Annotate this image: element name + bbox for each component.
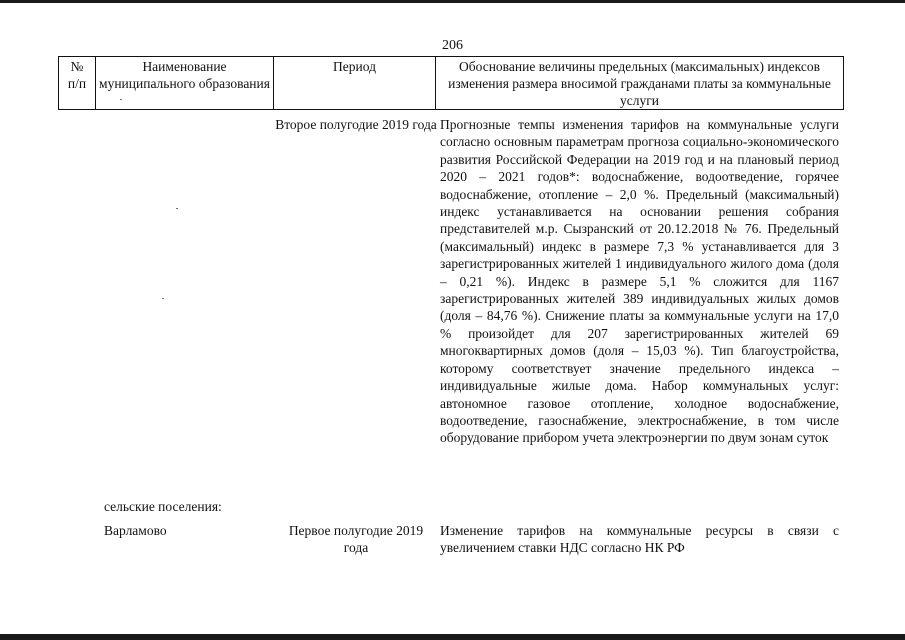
table-header [58, 56, 844, 110]
header-cell-municipality: Наименование муниципального образования [96, 57, 274, 110]
row-justification-varlamovo: Изменение тарифов на коммунальные ресурсы в связи с увеличением ставки НДС согласно НК РФ [440, 523, 839, 556]
section-label-rural-settlements: сельские поселения: [104, 499, 222, 514]
header-cell-justification: Обоснование величины предельных (максимальных) индексов изменения размера вносимой гражданами платы за коммунальные услуги [436, 57, 844, 110]
header-cell-number: № п/п [59, 57, 96, 110]
scan-edge-bottom [0, 634, 905, 640]
scan-edge-top [0, 0, 905, 3]
row-period-varlamovo: Первое полугодие 2019 года [288, 523, 424, 556]
scan-speck [120, 99, 122, 100]
scan-speck [162, 298, 164, 299]
header-cell-period: Период [274, 57, 436, 110]
row-justification: Прогнозные темпы изменения тарифов на коммунальные услуги согласно основным параметрам прогноза социально-экономического развития Российской Федерации на 2019 год и на плановый период 2020 – 2021 годов*: водоснабжение, водоотведение, горячее водоснабжение, отопление – 2,0 %. Предельный (максимальный) индекс устанавливается на основании решения собрания представителей м.р. Сызранский от 20.12.2018 № 76. Предельный (максимальный) индекс в размере 7,3 % устанавливается для 3 зарегистрированных жителей 1 индивидуального жилого дома (доля – 0,21 %). Индекс в размере 5,1 % сложится для 1167 зарегистрированных жителей 389 индивидуальных жилых домов (доля – 84,76 %). Снижение платы за коммунальные услуги на 17,0 % произойдет для 207 зарегистрированных жителей 69 многоквартирных домов (доля – 15,03 %). Тип благоустройства, которому соответствует значение предельного индекса – индивидуальные жилые дома. Набор коммунальных услуг: автономное газовое отопление, холодное водоснабжение, водоотведение, газоснабжение, электроснабжение, в том числе оборудование прибором учета электроэнергии по двум зонам суток [440, 117, 839, 446]
row-municipality-name: Варламово [104, 523, 167, 538]
scan-speck [176, 208, 178, 209]
row-period: Второе полугодие 2019 года [275, 117, 437, 132]
page-number: 206 [442, 38, 463, 53]
